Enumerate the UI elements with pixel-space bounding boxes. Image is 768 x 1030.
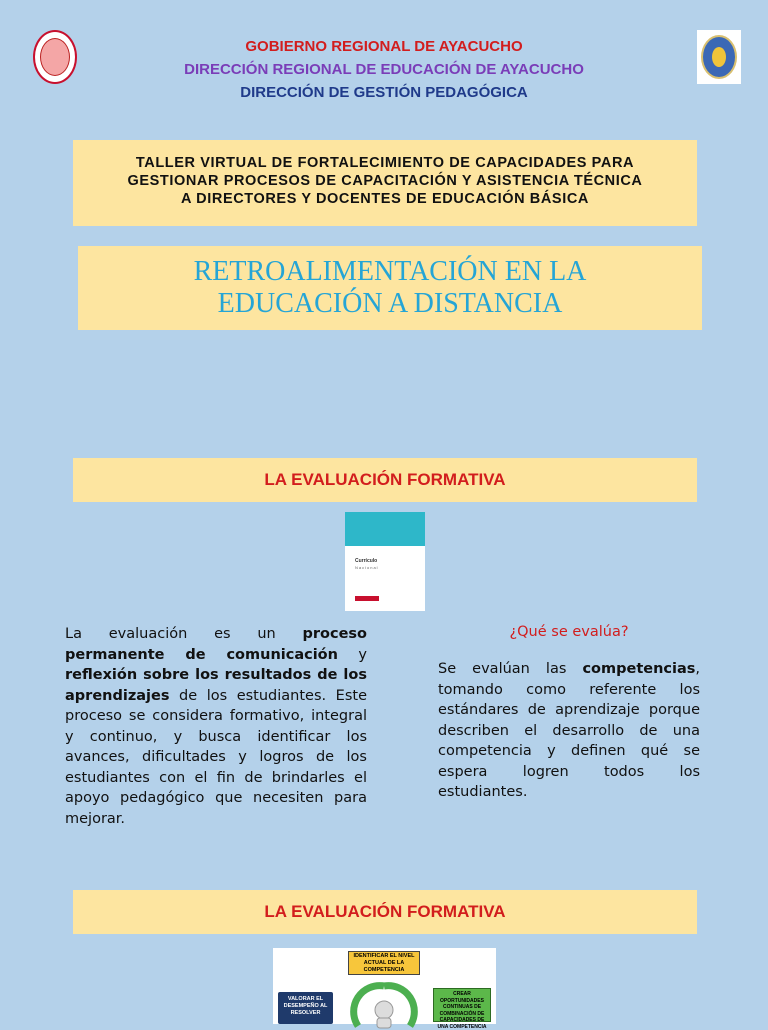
bold-run: proceso permanente de comunicación [65, 626, 367, 663]
cover-subtitle: Nacional [355, 565, 379, 570]
text-run: Se evalúan las [438, 661, 583, 677]
header-direccion-regional: DIRECCIÓN REGIONAL DE EDUCACIÓN DE AYACUCHO [184, 61, 584, 78]
text-run: de los estudiantes. Este proceso se considera formativo, integral y continuo, y busca identificar los avances, dificultades y logros de los estudiantes con el fin de brindarles el apoyo pedagógico que necesiten para mejorar. [65, 687, 367, 827]
evaluacion-definition-text [65, 624, 367, 829]
diagram-box-crear: CREAR OPORTUNIDADES CONTINUAS DE COMBINACIÓN DE CAPACIDADES DE UNA COMPETENCIA [433, 988, 491, 1022]
header-gobierno: GOBIERNO REGIONAL DE AYACUCHO [245, 38, 523, 55]
text-run: , tomando como referente los estándares de aprendizaje porque describen el desarrollo de una competencia y definen qué se espera logren todos los estudiantes. [438, 661, 700, 800]
main-title-line-1: RETROALIMENTACIÓN EN LA [193, 256, 587, 287]
que-se-evalua-text [438, 659, 700, 803]
taller-banner [73, 140, 697, 226]
bold-run: competencias [582, 661, 696, 677]
cover-title: Currículo [355, 558, 378, 564]
main-title-line-2: EDUCACIÓN A DISTANCIA [217, 288, 563, 319]
section-heading-evaluacion: LA EVALUACIÓN FORMATIVA [73, 458, 697, 502]
text-run: y [337, 646, 367, 663]
diagram-box-identificar: IDENTIFICAR EL NIVEL ACTUAL DE LA COMPETENCIA [348, 951, 420, 975]
taller-line-1: TALLER VIRTUAL DE FORTALECIMIENTO DE CAPACIDADES PARA [135, 155, 635, 171]
que-se-evalua-heading: ¿Qué se evalúa? [509, 624, 629, 640]
taller-line-2: GESTIONAR PROCESOS DE CAPACITACIÓN Y ASISTENCIA TÉCNICA [127, 173, 643, 189]
cover-banner [345, 512, 425, 546]
evaluacion-cycle-diagram [273, 948, 496, 1030]
text-run: La evaluación es un [65, 626, 303, 642]
bold-run: reflexión sobre los resultados de los aprendizajes [65, 667, 367, 704]
curriculo-cover-image [345, 512, 425, 611]
section-heading-evaluacion-2: LA EVALUACIÓN FORMATIVA [73, 890, 697, 934]
peru-flag-icon [355, 596, 379, 601]
header-direccion-gestion: DIRECCIÓN DE GESTIÓN PEDAGÓGICA [240, 84, 528, 101]
cycle-arrows-icon [348, 978, 420, 1028]
diagram-box-valorar: VALORAR EL DESEMPEÑO AL RESOLVER [278, 992, 333, 1024]
main-title [78, 246, 702, 330]
taller-line-3: A DIRECTORES Y DOCENTES DE EDUCACIÓN BÁSICA [181, 191, 589, 207]
